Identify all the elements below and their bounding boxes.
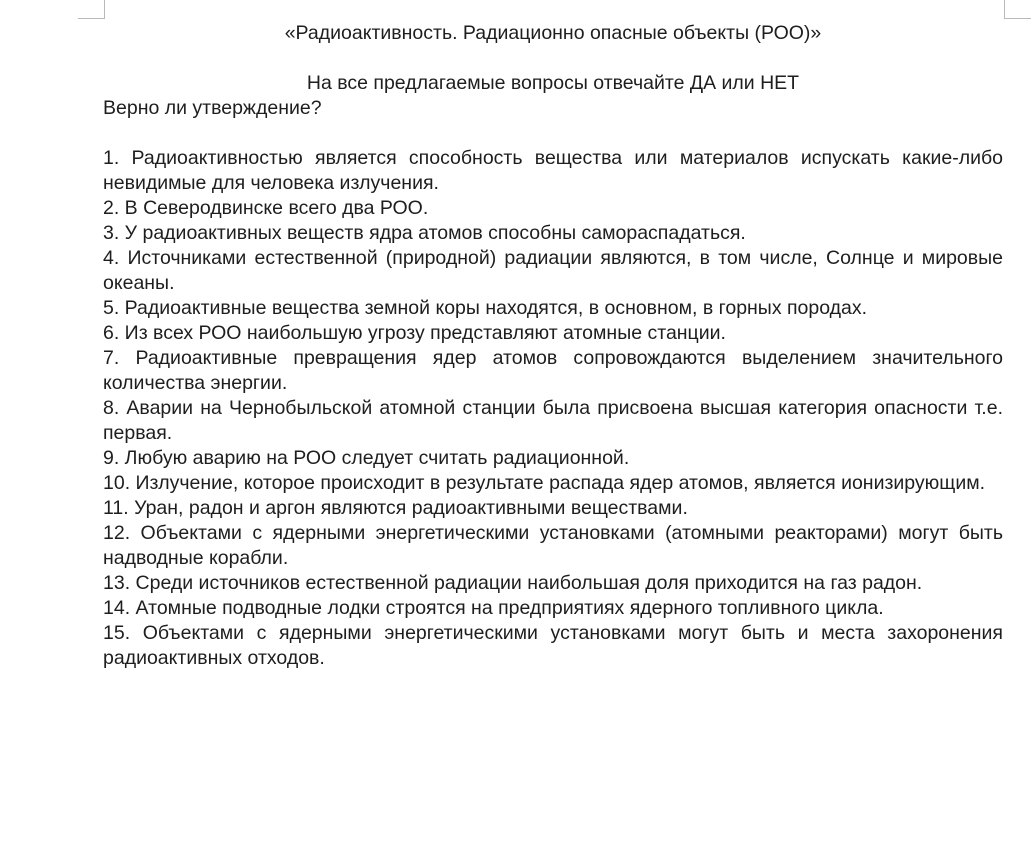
statement-item-7: 7. Радиоактивные превращения ядер атомов сопровождаются выделением значительного количества энергии.: [103, 347, 1003, 394]
instruction-text: На все предлагаемые вопросы отвечайте ДА или НЕТ: [306, 72, 800, 94]
document-title: «Радиоактивность. Радиационно опасные объекты (РОО)»: [284, 22, 822, 44]
statement-list: [103, 146, 1003, 671]
statement-item-10: 10. Излучение, которое происходит в результате распада ядер атомов, является ионизирующим.: [103, 472, 986, 494]
page-corner-mark-top-left: [78, 0, 105, 19]
statement-item-1: 1. Радиоактивностью является способность вещества или материалов испускать какие-либо невидимые для человека излучения.: [103, 147, 1003, 194]
question-text: Верно ли утверждение?: [103, 97, 322, 119]
statement-item-4: 4. Источниками естественной (природной) радиации являются, в том числе, Солнце и мировые океаны.: [103, 247, 1003, 294]
statement-item-3: 3. У радиоактивных веществ ядра атомов способны самораспадаться.: [103, 222, 746, 244]
statement-item-8: 8. Аварии на Чернобыльской атомной станции была присвоена высшая категория опасности т.е. первая.: [103, 397, 1003, 444]
statement-item-11: 11. Уран, радон и аргон являются радиоактивными веществами.: [103, 497, 688, 519]
statement-item-6: 6. Из всех РОО наибольшую угрозу представляют атомные станции.: [103, 322, 726, 344]
statement-item-14: 14. Атомные подводные лодки строятся на предприятиях ядерного топливного цикла.: [103, 597, 884, 619]
statement-item-12: 12. Объектами с ядерными энергетическими установками (атомными реакторами) могут быть надводные корабли.: [103, 522, 1003, 569]
page-corner-mark-top-right: [1004, 0, 1031, 19]
statement-item-15: 15. Объектами с ядерными энергетическими установками могут быть и места захоронения радиоактивных отходов.: [103, 622, 1003, 669]
document-body: [103, 21, 1003, 671]
statement-item-9: 9. Любую аварию на РОО следует считать радиационной.: [103, 447, 630, 469]
statement-item-2: 2. В Северодвинске всего два РОО.: [103, 197, 429, 219]
statement-item-5: 5. Радиоактивные вещества земной коры находятся, в основном, в горных породах.: [103, 297, 868, 319]
statement-item-13: 13. Среди источников естественной радиации наибольшая доля приходится на газ радон.: [103, 572, 923, 594]
